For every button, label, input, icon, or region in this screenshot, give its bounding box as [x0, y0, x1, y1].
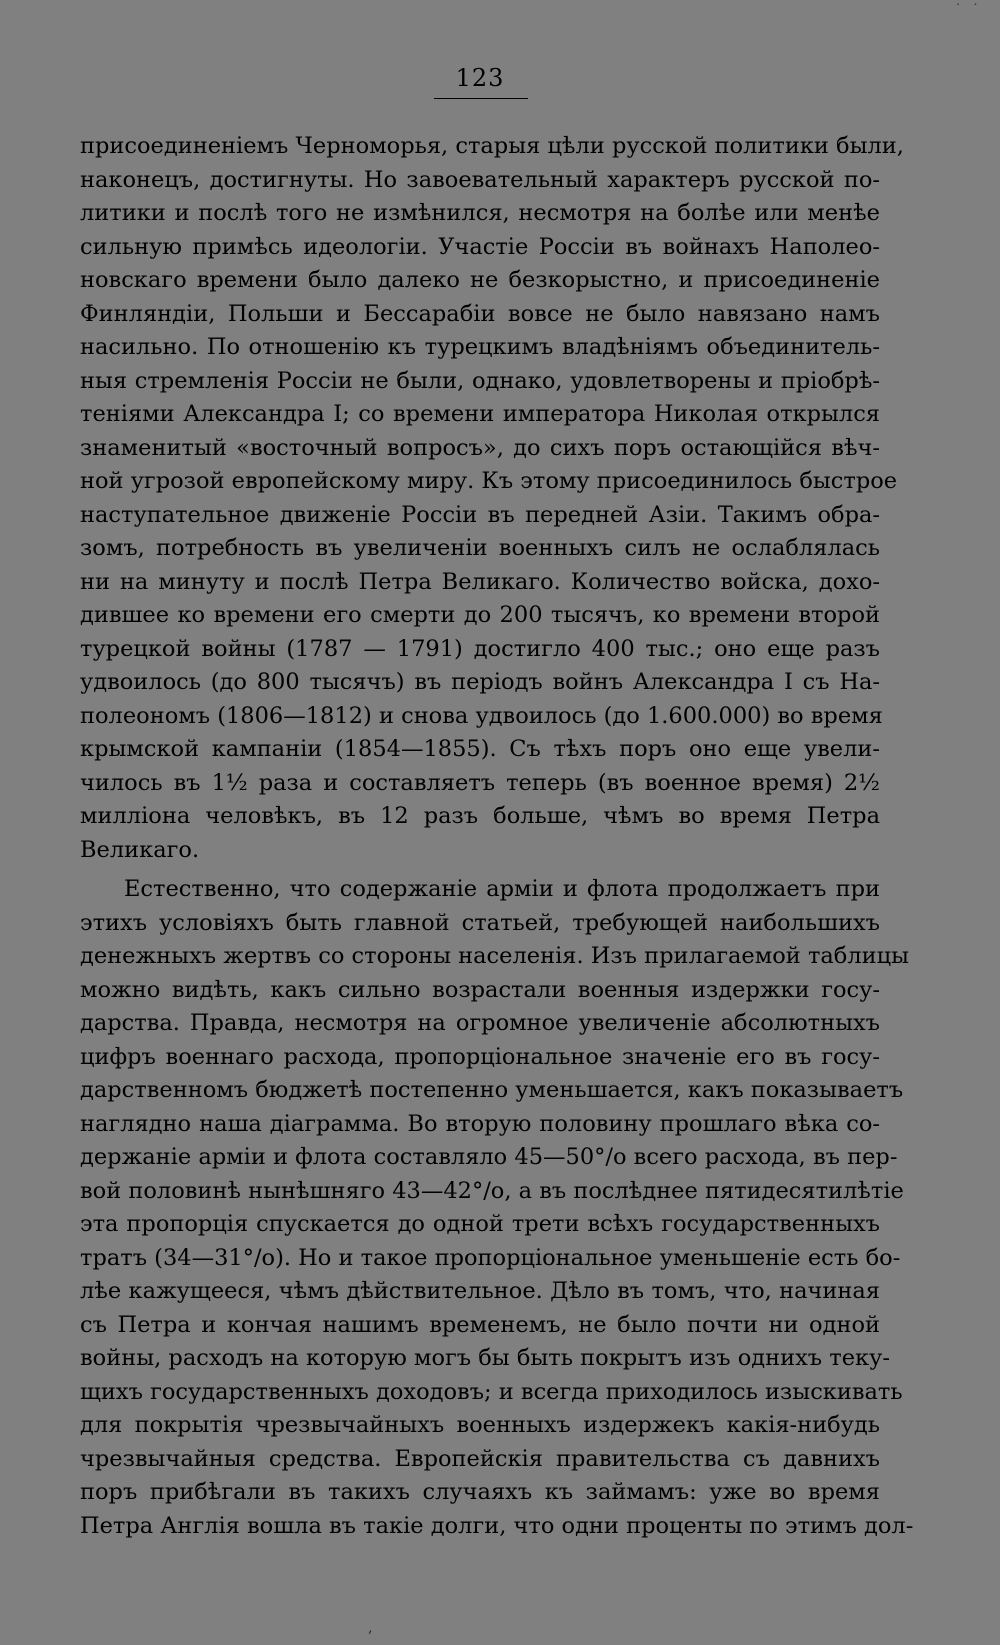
- text-line: зомъ, потребность въ увеличеніи военныхъ силъ не ослаблялась: [80, 535, 880, 561]
- text-line: цифръ военнаго расхода, пропорціональное значеніе его въ госу-: [80, 1043, 880, 1070]
- text-line: щихъ государственныхъ доходовъ; и всегда приходилось изыскивать: [80, 1378, 903, 1405]
- page-number-rule: [434, 98, 528, 99]
- text-line: для покрытія чрезвычайныхъ военныхъ издержекъ какія-нибудь: [80, 1412, 880, 1438]
- text-line: ной угрозой европейскому миру. Къ этому присоединилось быстрое: [80, 468, 898, 494]
- text-line: эта пропорція спускается до одной трети всѣхъ государственныхъ: [80, 1211, 880, 1237]
- text-line: денежныхъ жертвъ со стороны населенія. Изъ прилагаемой таблицы: [80, 943, 910, 969]
- text-line: удвоилось (до 800 тысячъ) въ періодъ войнъ Александра I съ На-: [80, 669, 880, 695]
- text-line: наступательное движеніе Россіи въ передней Азіи. Такимъ обра-: [80, 501, 880, 528]
- text-line: теніями Александра I; со времени императора Николая открылся: [80, 401, 880, 427]
- text-line: милліона человѣкъ, въ 12 разъ больше, чѣмъ во время Петра: [80, 803, 880, 829]
- text-line: Великаго.: [80, 836, 200, 863]
- text-line: чрезвычайныя средства. Европейскія правительства съ давнихъ: [80, 1445, 880, 1472]
- text-line: дившее ко времени его смерти до 200 тысячъ, ко времени второй: [80, 602, 880, 628]
- text-line: ныя стремленія Россіи не были, однако, удовлетворены и пріобрѣ-: [80, 367, 880, 394]
- text-line: крымской кампаніи (1854—1855). Съ тѣхъ поръ оно еще увели-: [80, 736, 880, 762]
- text-line: Петра Англія вошла въ такіе долги, что одни проценты по этимъ дол-: [80, 1512, 914, 1539]
- text-line: присоединеніемъ Черноморья, старыя цѣли русской политики были,: [80, 133, 904, 159]
- text-line: Естественно, что содержаніе арміи и флота продолжаетъ при: [124, 876, 880, 902]
- text-line: новскаго времени было далеко не безкорыстно, и присоединеніе: [80, 267, 880, 293]
- text-line: дарственномъ бюджетѣ постепенно уменьшается, какъ показываетъ: [80, 1077, 904, 1103]
- text-line: знаменитый «восточный вопросъ», до сихъ поръ остающійся вѣч-: [80, 434, 880, 461]
- page-number: 123: [455, 64, 505, 92]
- text-line: этихъ условіяхъ быть главной статьей, требующей наибольшихъ: [80, 909, 880, 936]
- text-line: держаніе арміи и флота составляло 45—50°/о всего расхода, въ пер-: [80, 1144, 898, 1170]
- text-line: наконецъ, достигнуты. Но завоевательный характеръ русской по-: [80, 166, 880, 193]
- text-line: сильную примѣсь идеологіи. Участіе Россіи въ войнахъ Наполео-: [80, 233, 880, 260]
- text-line: войны, расходъ на которую могъ бы быть покрытъ изъ однихъ теку-: [80, 1345, 890, 1371]
- text-line: тратъ (34—31°/о). Но и такое пропорціональное уменьшеніе есть бо-: [80, 1244, 901, 1271]
- text-line: насильно. По отношенію къ турецкимъ владѣніямъ объединитель-: [80, 334, 880, 360]
- bottom-speck-mark: ‚: [368, 1620, 373, 1636]
- text-line: наглядно наша діаграмма. Во вторую половину прошлаго вѣка со-: [80, 1110, 880, 1137]
- text-line: можно видѣть, какъ сильно возрастали военныя издержки госу-: [80, 976, 880, 1003]
- text-line: вой половинѣ нынѣшняго 43—42°/о, а въ послѣднее пятидесятилѣтіе: [80, 1177, 904, 1204]
- text-line: поръ прибѣгали въ такихъ случаяхъ къ займамъ: уже во время: [80, 1479, 880, 1505]
- text-line: лѣе кажущееся, чѣмъ дѣйствительное. Дѣло въ томъ, что, начиная: [80, 1278, 880, 1304]
- text-line: ни на минуту и послѣ Петра Великаго. Количество войска, дохо-: [80, 568, 880, 595]
- body-text: [80, 130, 914, 1543]
- text-line: литики и послѣ того не измѣнился, несмотря на болѣе или менѣе: [80, 200, 880, 226]
- text-line: полеономъ (1806—1812) и снова удвоилось (до 1.600.000) во время: [80, 702, 883, 729]
- text-line: дарства. Правда, несмотря на огромное увеличеніе абсолютныхъ: [80, 1010, 880, 1036]
- text-line: Финляндіи, Польши и Бессарабіи вовсе не было навязано намъ: [80, 300, 880, 327]
- text-line: турецкой войны (1787 — 1791) достигло 400 тыс.; оно еще разъ: [80, 635, 880, 662]
- corner-speck-mark: ˙ ˙: [954, 2, 982, 18]
- text-line: чилось въ 1½ раза и составляетъ теперь (въ военное время) 2½: [80, 769, 880, 796]
- text-line: съ Петра и кончая нашимъ временемъ, не было почти ни одной: [80, 1311, 880, 1338]
